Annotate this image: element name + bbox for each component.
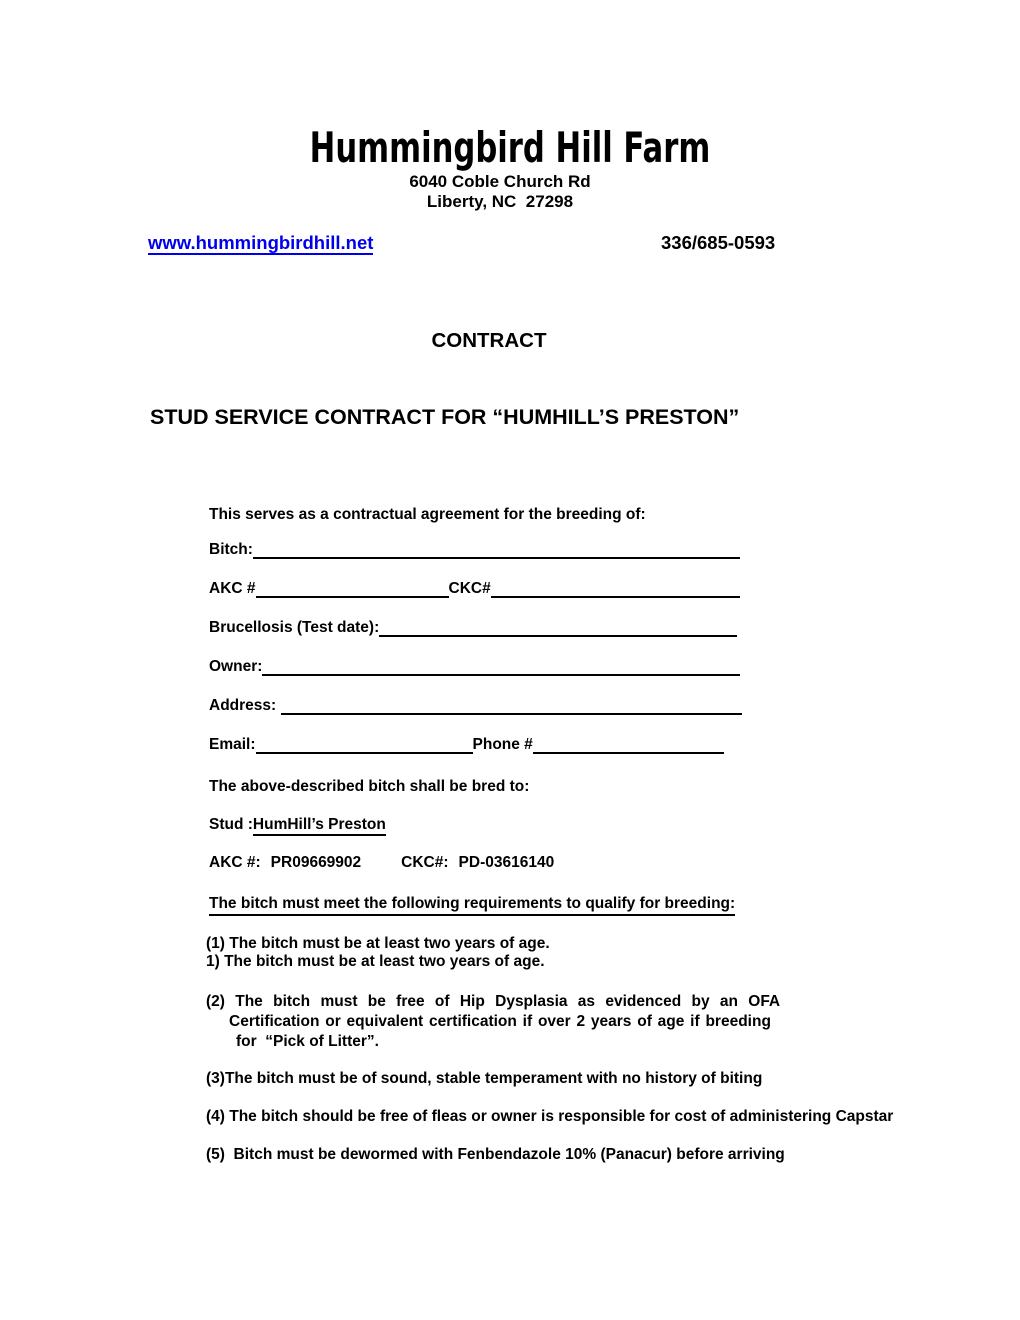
address-label: Address: — [209, 697, 281, 714]
website-link[interactable]: www.hummingbirdhill.net — [148, 232, 374, 253]
brucellosis-label: Brucellosis (Test date): — [209, 619, 380, 636]
akc-label: AKC # — [209, 580, 256, 597]
farm-address-line2: Liberty, NC 27298 — [426, 192, 574, 211]
stud-label: Stud : — [209, 816, 253, 833]
stud-ckc-number: PD-03616140 — [458, 854, 555, 871]
akc-ckc-field-row — [209, 579, 740, 599]
akc-blank-line — [256, 596, 449, 598]
stud-registration-row — [209, 853, 554, 872]
brucellosis-blank-line — [379, 635, 737, 637]
stud-ckc-label: CKC#: — [401, 854, 449, 871]
farm-name-title: Hummingbird Hill Farm — [309, 123, 711, 172]
stud-name-row — [209, 815, 386, 836]
bitch-blank-line — [253, 557, 740, 559]
owner-blank-line — [262, 674, 740, 676]
intro-text: This serves as a contractual agreement for the breeding of: — [209, 506, 646, 523]
phone-label: Phone # — [472, 736, 533, 753]
stud-service-heading: STUD SERVICE CONTRACT FOR “HUMHILL’S PRESTON” — [150, 405, 740, 429]
brucellosis-field-row — [209, 618, 737, 638]
requirement-1-line-1: (1) The bitch must be at least two years of age. — [206, 935, 550, 952]
requirement-1-line-2: 1) The bitch must be at least two years of age. — [206, 952, 545, 970]
address-blank-line — [281, 713, 743, 715]
requirement-item-5: (5) Bitch must be dewormed with Fenbendazole 10% (Panacur) before arriving — [206, 1146, 785, 1163]
stud-name: HumHill’s Preston — [253, 815, 386, 836]
bitch-label: Bitch: — [209, 541, 253, 558]
bred-to-text: The above-described bitch shall be bred to: — [209, 778, 530, 795]
requirement-2-line-1: (2) The bitch must be free of Hip Dysplasia as evidenced by an OFA — [206, 993, 781, 1010]
owner-field-row — [209, 657, 740, 677]
requirement-item-1 — [206, 935, 550, 970]
stud-akc-number: PR09669902 — [270, 854, 362, 871]
stud-akc-label: AKC #: — [209, 854, 261, 871]
ckc-blank-line — [491, 596, 740, 598]
email-blank-line — [256, 752, 473, 754]
bitch-field-row — [209, 540, 740, 560]
phone-blank-line — [533, 752, 724, 754]
contract-heading: CONTRACT — [431, 329, 547, 352]
requirements-heading: The bitch must meet the following requirements to qualify for breeding: — [209, 894, 735, 916]
email-label: Email: — [209, 736, 256, 753]
address-field-row — [209, 696, 742, 716]
requirement-item-4: (4) The bitch should be free of fleas or owner is responsible for cost of administering Capstar — [206, 1108, 894, 1125]
ckc-label: CKC# — [448, 580, 491, 597]
email-phone-field-row — [209, 735, 724, 755]
requirement-item-3: (3)The bitch must be of sound, stable temperament with no history of biting — [206, 1070, 763, 1087]
farm-address-line1: 6040 Coble Church Rd — [409, 172, 591, 191]
owner-label: Owner: — [209, 658, 263, 675]
phone-number: 336/685-0593 — [661, 232, 776, 253]
requirement-2-line-3: for “Pick of Litter”. — [236, 1033, 379, 1050]
requirement-2-line-2: Certification or equivalent certification if over 2 years of age if breeding — [229, 1013, 771, 1030]
